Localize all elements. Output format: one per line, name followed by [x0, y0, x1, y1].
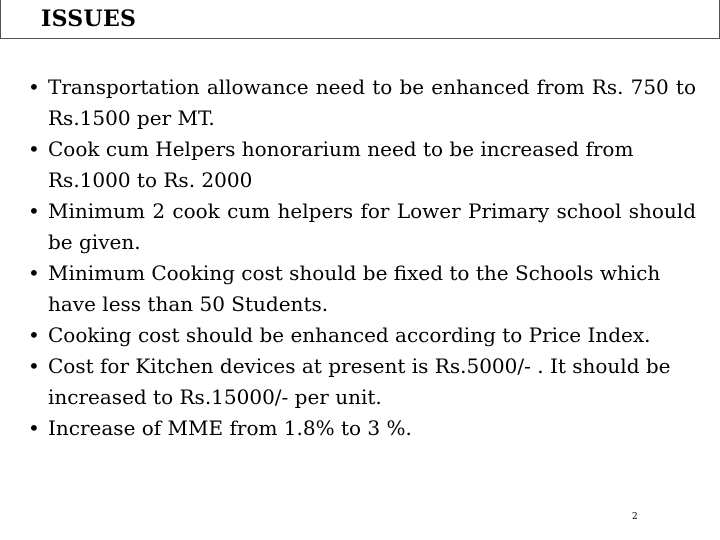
bullet-icon: •	[28, 416, 40, 440]
list-item-text: Minimum Cooking cost should be fixed to the Schools which have less than 50 Students.	[48, 261, 661, 316]
issues-list	[28, 72, 696, 444]
list-item	[28, 351, 696, 413]
bullet-icon: •	[28, 199, 40, 223]
list-item	[28, 258, 696, 320]
list-item	[28, 134, 696, 196]
list-item-text: Increase of MME from 1.8% to 3 %.	[48, 416, 412, 440]
bullet-icon: •	[28, 137, 40, 161]
title-bar	[0, 0, 720, 39]
bullet-icon: •	[28, 261, 40, 285]
bullet-icon: •	[28, 354, 40, 378]
list-item-text: Cost for Kitchen devices at present is Rs.5000/- . It should be increased to Rs.15000/- per unit.	[48, 354, 671, 409]
list-item	[28, 413, 696, 444]
list-item-text: Cook cum Helpers honorarium need to be increased from Rs.1000 to Rs. 2000	[48, 137, 634, 192]
list-item	[28, 72, 696, 134]
list-item-text: Cooking cost should be enhanced according to Price Index.	[48, 323, 651, 347]
list-item-text: Transportation allowance need to be enhanced from Rs. 750 to Rs.1500 per MT.	[48, 75, 696, 130]
list-item-text: Minimum 2 cook cum helpers for Lower Primary school should be given.	[48, 199, 696, 254]
list-item	[28, 320, 696, 351]
page-number: 2	[632, 512, 638, 522]
list-item	[28, 196, 696, 258]
bullet-icon: •	[28, 75, 40, 99]
page-title: ISSUES	[41, 6, 137, 32]
bullet-icon: •	[28, 323, 40, 347]
